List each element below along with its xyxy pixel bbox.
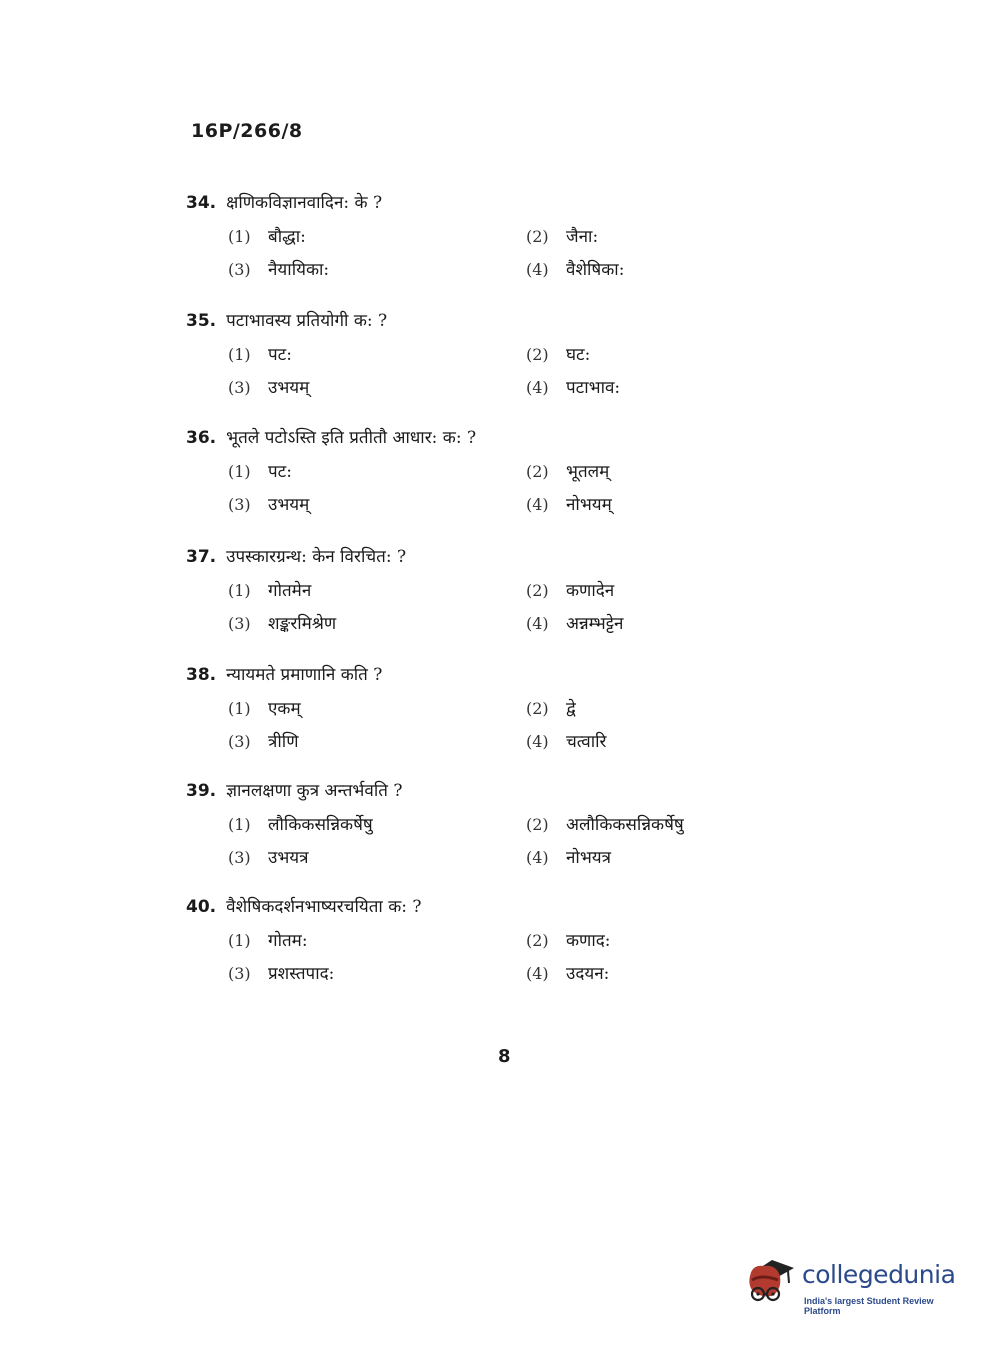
option-2 [526,696,576,719]
question-stem [186,544,406,567]
option-number: (3) [228,614,251,633]
brand-tagline: India's largest Student Review Platform [804,1296,934,1316]
option-text: नोभयत्र [566,848,612,868]
option-1 [228,812,373,835]
option-number: (2) [526,227,549,246]
option-text: जैना: [566,227,599,247]
option-number: (1) [228,462,251,481]
option-number: (3) [228,260,251,279]
option-text: कणादेन [566,581,615,601]
option-text: उदयन: [566,964,610,984]
option-text: अन्नम्भट्टेन [566,614,624,634]
option-text: शङ्करमिश्रेण [268,614,337,634]
option-text: बौद्धा: [268,227,306,247]
option-4 [526,257,624,280]
option-number: (1) [228,815,251,834]
option-2 [526,812,684,835]
option-number: (3) [228,964,251,983]
option-2 [526,928,611,951]
question-stem [186,662,382,685]
option-number: (2) [526,581,549,600]
question-35 [0,308,1001,408]
option-text: नोभयम् [566,495,612,515]
option-number: (4) [526,732,549,751]
option-1 [228,342,292,365]
question-stem [186,190,382,213]
option-text: पट: [268,345,292,365]
question-34 [0,190,1001,290]
question-number: 40. [186,897,217,917]
option-text: उभयम् [268,378,310,398]
option-text: गोतमेन [268,581,312,601]
option-text: उभयम् [268,495,310,515]
option-2 [526,459,609,482]
question-stem [186,894,422,917]
option-text: त्रीणि [268,732,299,752]
option-number: (2) [526,815,549,834]
option-3 [228,492,309,515]
option-text: कणाद: [566,931,611,951]
option-number: (4) [526,495,549,514]
question-number: 38. [186,665,217,685]
option-4 [526,961,609,984]
option-number: (4) [526,378,549,397]
question-text: न्यायमते प्रमाणानि कति ? [226,665,383,685]
question-38 [0,662,1001,762]
option-number: (4) [526,614,549,633]
option-1 [228,696,301,719]
question-36 [0,425,1001,525]
question-number: 37. [186,547,217,567]
option-text: भूतलम् [566,462,610,482]
option-4 [526,375,620,398]
question-text: उपस्कारग्रन्थ: केन विरचित: ? [226,547,407,567]
option-3 [228,375,309,398]
option-1 [228,459,292,482]
question-number: 35. [186,311,217,331]
page-number: 8 [498,1046,511,1067]
option-number: (4) [526,964,549,983]
option-text: लौकिकसन्निकर्षेषु [268,815,373,835]
option-text: एकम् [268,699,301,719]
question-text: पटाभावस्य प्रतियोगी क: ? [226,311,388,331]
question-text: भूतले पटोऽस्ति इति प्रतीतौ आधार: क: ? [226,428,477,448]
option-number: (2) [526,462,549,481]
option-4 [526,845,611,868]
option-text: घट: [566,345,591,365]
question-text: क्षणिकविज्ञानवादिन: के ? [226,193,383,213]
option-1 [228,928,308,951]
question-stem [186,778,402,801]
question-number: 36. [186,428,217,448]
option-3 [228,729,298,752]
option-2 [526,224,598,247]
option-4 [526,729,607,752]
option-number: (3) [228,848,251,867]
question-stem [186,425,476,448]
option-number: (2) [526,345,549,364]
option-text: अलौकिकसन्निकर्षेषु [566,815,684,835]
question-37 [0,544,1001,644]
question-40 [0,894,1001,994]
option-3 [228,611,336,634]
option-number: (1) [228,931,251,950]
option-text: नैयायिका: [268,260,330,280]
option-text: वैशेषिका: [566,260,625,280]
option-2 [526,342,590,365]
option-text: पटाभाव: [566,378,621,398]
option-text: पट: [268,462,292,482]
option-number: (1) [228,581,251,600]
option-3 [228,257,329,280]
option-text: चत्वारि [566,732,607,752]
option-2 [526,578,614,601]
option-number: (2) [526,699,549,718]
option-4 [526,492,612,515]
option-number: (3) [228,732,251,751]
option-text: उभयत्र [268,848,309,868]
question-text: ज्ञानलक्षणा कुत्र अन्तर्भवति ? [226,781,403,801]
option-3 [228,845,309,868]
question-number: 34. [186,193,217,213]
option-text: प्रशस्तपाद: [268,964,335,984]
option-number: (1) [228,227,251,246]
question-number: 39. [186,781,217,801]
option-1 [228,224,306,247]
paper-code: 16P/266/8 [191,120,303,142]
collegedunia-watermark [742,1250,972,1320]
mascot-icon [742,1250,800,1310]
option-3 [228,961,334,984]
option-text: गोतम: [268,931,308,951]
brand-name: collegedunia [802,1260,956,1289]
option-number: (4) [526,848,549,867]
option-number: (3) [228,495,251,514]
option-number: (1) [228,345,251,364]
option-4 [526,611,623,634]
option-text: द्वे [566,699,576,719]
option-number: (3) [228,378,251,397]
question-39 [0,778,1001,878]
option-1 [228,578,311,601]
option-number: (2) [526,931,549,950]
question-text: वैशेषिकदर्शनभाष्यरचयिता क: ? [226,897,422,917]
option-number: (4) [526,260,549,279]
question-stem [186,308,387,331]
option-number: (1) [228,699,251,718]
